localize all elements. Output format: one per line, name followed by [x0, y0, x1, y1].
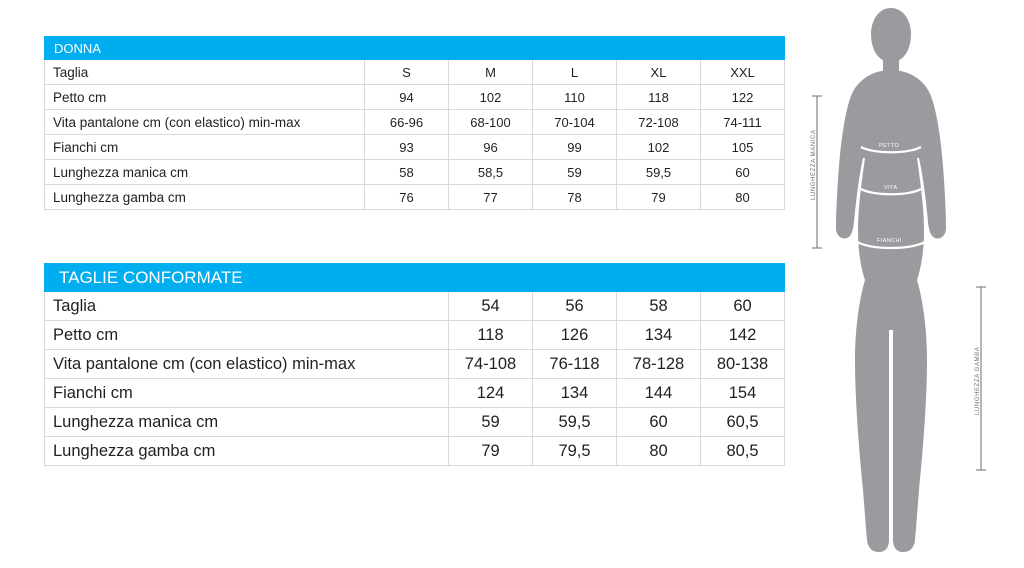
- label-vita: VITA: [884, 185, 898, 191]
- row-value: 78: [533, 185, 617, 210]
- row-value: 105: [701, 135, 785, 160]
- row-value: 142: [701, 321, 785, 350]
- header-cell-taglia: Taglia: [45, 60, 365, 85]
- row-value: 59,5: [533, 408, 617, 437]
- row-value: 118: [449, 321, 533, 350]
- label-lunghezza-gamba: LUNGHEZZA GAMBA: [975, 346, 981, 415]
- header-cell-l: L: [533, 60, 617, 85]
- row-value: 76-118: [533, 350, 617, 379]
- header-cell-m: M: [449, 60, 533, 85]
- row-label: Fianchi cm: [45, 379, 449, 408]
- row-value: 80: [617, 437, 701, 466]
- table-row: [45, 437, 785, 466]
- table-header-row: [45, 292, 785, 321]
- row-value: 77: [449, 185, 533, 210]
- size-table-taglie-conformate: [44, 263, 785, 466]
- row-value: 79,5: [533, 437, 617, 466]
- header-cell-xl: XL: [617, 60, 701, 85]
- row-value: 59: [533, 160, 617, 185]
- row-value: 68-100: [449, 110, 533, 135]
- row-value: 79: [617, 185, 701, 210]
- row-value: 76: [365, 185, 449, 210]
- label-petto: PETTO: [879, 143, 900, 149]
- row-value: 93: [365, 135, 449, 160]
- row-value: 70-104: [533, 110, 617, 135]
- header-cell-58: 58: [617, 292, 701, 321]
- row-value: 102: [449, 85, 533, 110]
- row-value: 78-128: [617, 350, 701, 379]
- row-value: 72-108: [617, 110, 701, 135]
- row-label: Lunghezza manica cm: [45, 408, 449, 437]
- table-row: [45, 185, 785, 210]
- row-value: 79: [449, 437, 533, 466]
- table-row: [45, 135, 785, 160]
- row-value: 110: [533, 85, 617, 110]
- row-label: Lunghezza gamba cm: [45, 437, 449, 466]
- table-row: [45, 160, 785, 185]
- table-row: [45, 321, 785, 350]
- header-cell-54: 54: [449, 292, 533, 321]
- row-value: 66-96: [365, 110, 449, 135]
- label-lunghezza-manica: LUNGHEZZA MANICA: [811, 129, 817, 200]
- header-cell-xxl: XXL: [701, 60, 785, 85]
- row-value: 134: [617, 321, 701, 350]
- row-label: Vita pantalone cm (con elastico) min-max: [45, 110, 365, 135]
- row-value: 60,5: [701, 408, 785, 437]
- table-row: [45, 110, 785, 135]
- row-value: 134: [533, 379, 617, 408]
- header-cell-56: 56: [533, 292, 617, 321]
- row-value: 94: [365, 85, 449, 110]
- row-value: 80-138: [701, 350, 785, 379]
- female-body-silhouette-icon: [795, 0, 1024, 568]
- row-value: 80: [701, 185, 785, 210]
- row-value: 59: [449, 408, 533, 437]
- table-row: [45, 408, 785, 437]
- row-label: Vita pantalone cm (con elastico) min-max: [45, 350, 449, 379]
- size-table-donna: [44, 36, 785, 210]
- row-value: 74-108: [449, 350, 533, 379]
- row-label: Petto cm: [45, 85, 365, 110]
- banner-donna: DONNA: [45, 37, 785, 60]
- row-label: Fianchi cm: [45, 135, 365, 160]
- row-label: Petto cm: [45, 321, 449, 350]
- row-value: 144: [617, 379, 701, 408]
- banner-taglie-conformate: TAGLIE CONFORMATE: [45, 264, 785, 292]
- header-cell-60: 60: [701, 292, 785, 321]
- body-figure: [795, 0, 1024, 568]
- row-value: 154: [701, 379, 785, 408]
- row-value: 96: [449, 135, 533, 160]
- table-row: [45, 350, 785, 379]
- header-cell-s: S: [365, 60, 449, 85]
- row-value: 80,5: [701, 437, 785, 466]
- row-value: 99: [533, 135, 617, 160]
- table-row: [45, 379, 785, 408]
- table-banner-row: [45, 37, 785, 60]
- row-value: 59,5: [617, 160, 701, 185]
- row-value: 122: [701, 85, 785, 110]
- row-label: Lunghezza gamba cm: [45, 185, 365, 210]
- label-fianchi: FIANCHI: [877, 238, 902, 244]
- row-value: 58,5: [449, 160, 533, 185]
- table-banner-row: [45, 264, 785, 292]
- table-header-row: [45, 60, 785, 85]
- row-value: 118: [617, 85, 701, 110]
- row-value: 126: [533, 321, 617, 350]
- table-row: [45, 85, 785, 110]
- row-value: 124: [449, 379, 533, 408]
- row-value: 74-111: [701, 110, 785, 135]
- row-label: Lunghezza manica cm: [45, 160, 365, 185]
- row-value: 58: [365, 160, 449, 185]
- header-cell-taglia: Taglia: [45, 292, 449, 321]
- row-value: 102: [617, 135, 701, 160]
- row-value: 60: [701, 160, 785, 185]
- row-value: 60: [617, 408, 701, 437]
